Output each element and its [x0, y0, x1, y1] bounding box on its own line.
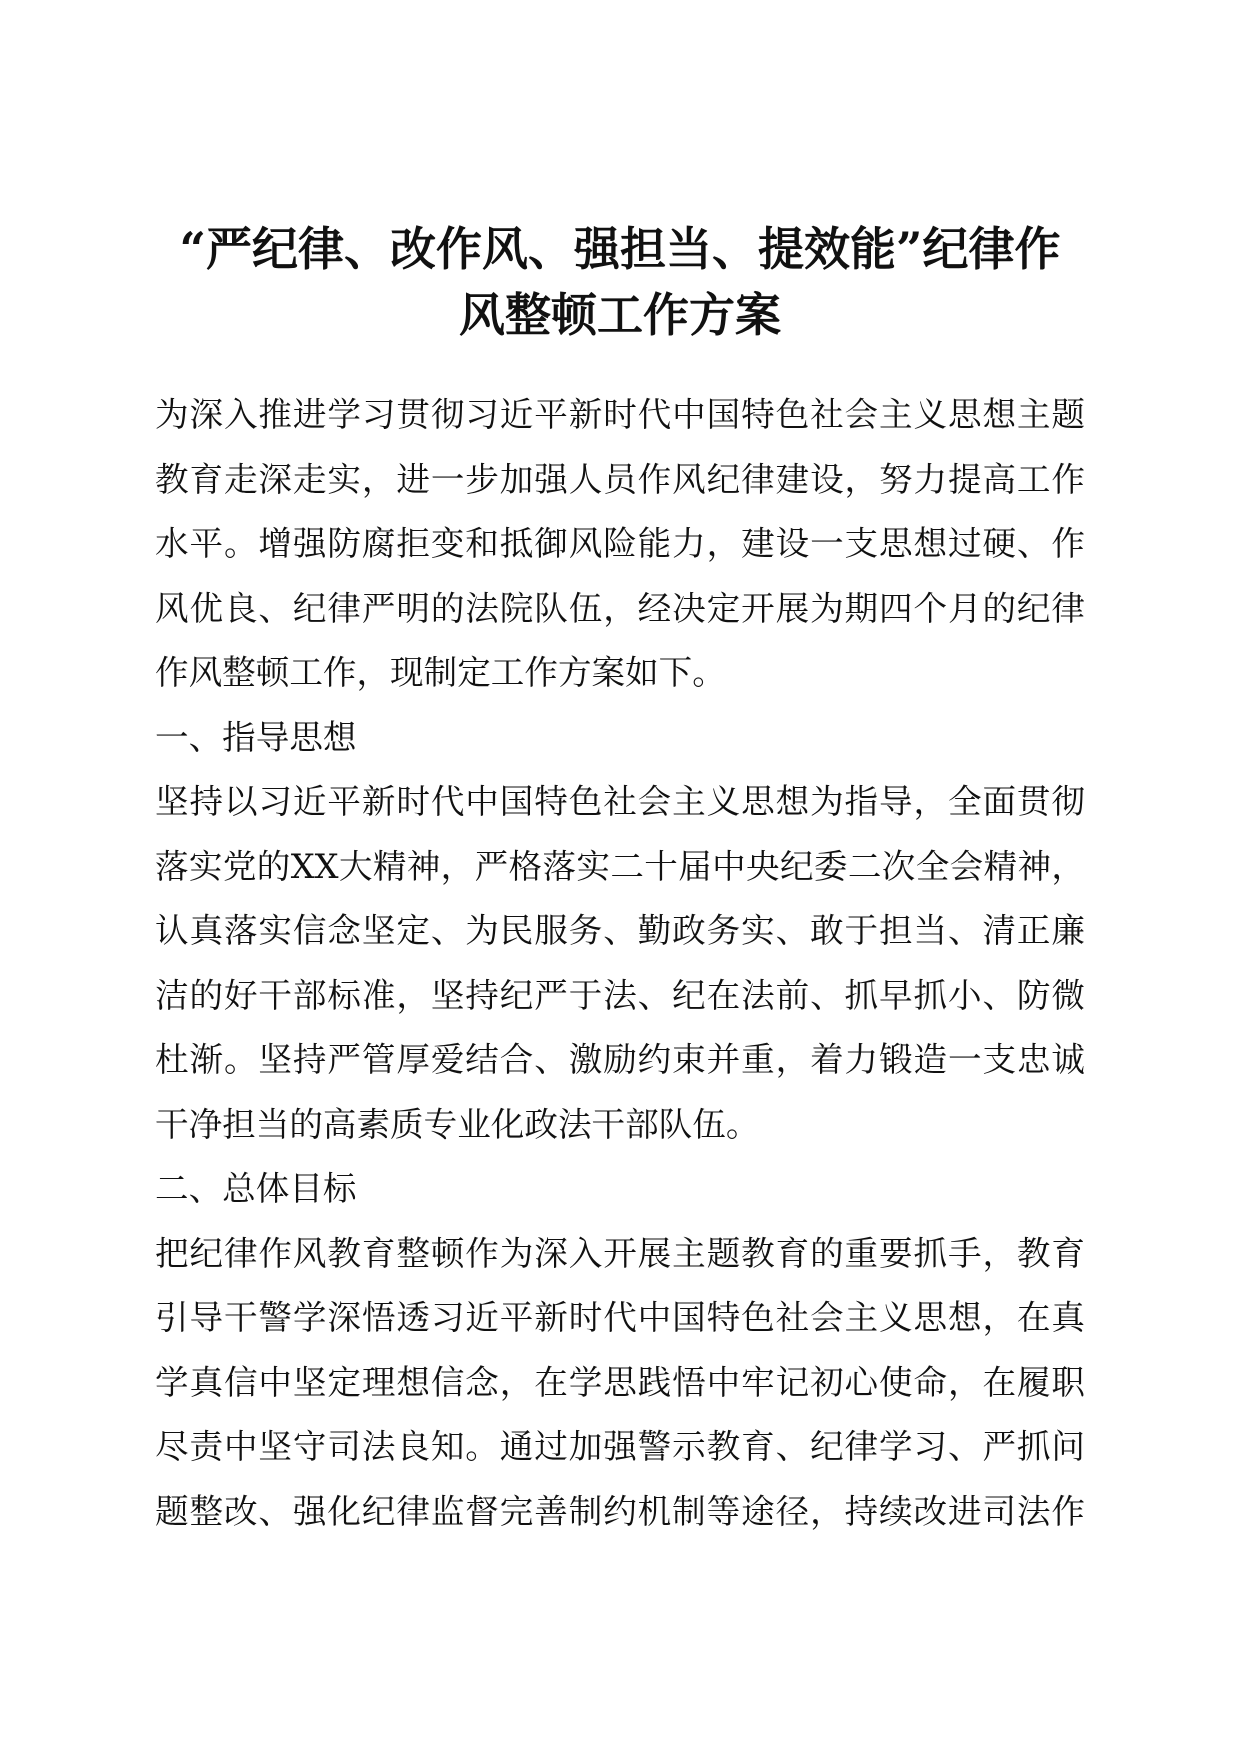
body-line: 题整改、强化纪律监督完善制约机制等途径，持续改进司法作 — [155, 1491, 1085, 1531]
document-title-line-2: 风整顿工作方案 — [459, 288, 781, 342]
section-heading-overall-goal: 二、总体目标 — [155, 1169, 357, 1208]
document-body — [155, 383, 1085, 1544]
body-line: 引导干警学深悟透习近平新时代中国特色社会主义思想，在真 — [155, 1298, 1085, 1337]
body-line: 坚持以习近平新时代中国特色社会主义思想为指导，全面贯彻 — [155, 782, 1085, 821]
body-line: 风优良、纪律严明的法院队伍，经决定开展为期四个月的纪律 — [155, 588, 1085, 628]
body-line: 认真落实信念坚定、为民服务、勤政务实、敢于担当、清正廉 — [155, 911, 1085, 950]
body-line: 干净担当的高素质专业化政法干部队伍。 — [155, 1104, 760, 1144]
body-line: 杜渐。坚持严管厚爱结合、激励约束并重，着力锻造一支忠诚 — [155, 1040, 1085, 1079]
document-title-line-1: “严纪律、改作风、强担当、提效能”纪律作 — [179, 222, 1061, 276]
body-line: 洁的好干部标准，坚持纪严于法、纪在法前、抓早抓小、防微 — [155, 975, 1085, 1015]
body-line: 教育走深走实，进一步加强人员作风纪律建设，努力提高工作 — [155, 459, 1085, 499]
section-heading-guiding-ideology: 一、指导思想 — [155, 717, 357, 757]
body-line: 把纪律作风教育整顿作为深入开展主题教育的重要抓手，教育 — [155, 1233, 1085, 1273]
body-line: 为深入推进学习贯彻习近平新时代中国特色社会主义思想主题 — [155, 395, 1085, 434]
body-line: 水平。增强防腐拒变和抵御风险能力，建设一支思想过硬、作 — [155, 524, 1085, 563]
body-line: 作风整顿工作，现制定工作方案如下。 — [155, 653, 726, 692]
body-line: 学真信中坚定理想信念，在学思践悟中牢记初心使命，在履职 — [155, 1362, 1085, 1402]
body-line: 落实党的XX大精神，严格落实二十届中央纪委二次全会精神， — [155, 846, 1085, 886]
body-line: 尽责中坚守司法良知。通过加强警示教育、纪律学习、严抓问 — [155, 1427, 1085, 1466]
